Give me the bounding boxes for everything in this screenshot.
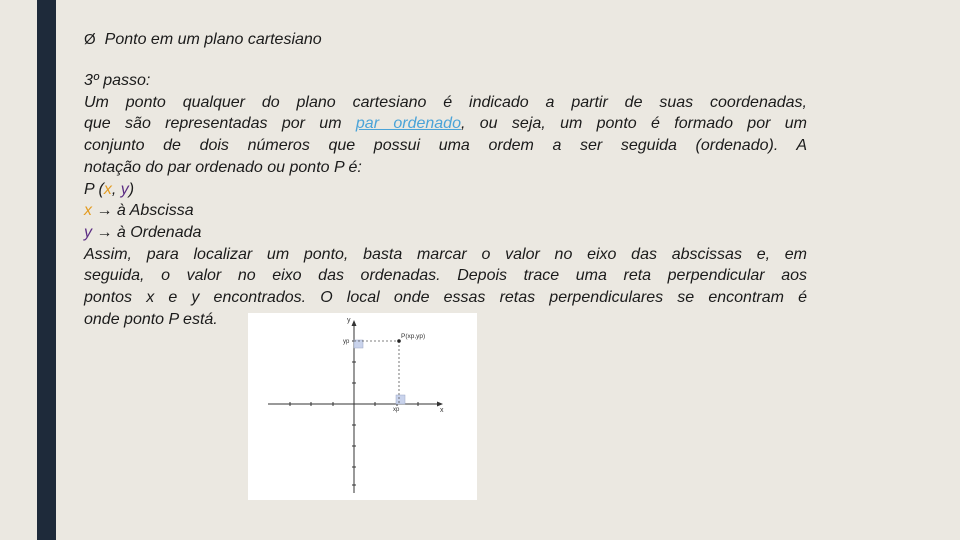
paragraph-1-line-3: conjunto de dois números que possui uma ordem a ser seguida (ordenado). A <box>84 137 807 155</box>
paragraph-2-line-2: seguida, o valor no eixo das ordenadas. Depois trace uma reta perpendicular aos <box>84 267 807 285</box>
slide-heading <box>84 30 322 50</box>
text-fragment: ) <box>128 180 135 198</box>
paragraph-2-line-3: pontos x e y encontrados. O local onde essas retas perpendiculares se encontram é <box>84 289 807 307</box>
ordered-pair-notation <box>84 179 807 201</box>
step-label: 3º passo: <box>84 72 151 89</box>
xp-label: xp <box>393 407 400 413</box>
x-symbol: x <box>84 202 92 220</box>
point-p-label: P(xp,yp) <box>401 333 426 340</box>
x-axis-arrow-icon <box>437 402 443 407</box>
paragraph-1-line-1: Um ponto qualquer do plano cartesiano é indicado a partir de suas coordenadas, <box>84 93 807 111</box>
side-accent-bar <box>37 0 56 540</box>
abscissa-text: → à Abscissa <box>92 202 194 220</box>
abscissa-definition <box>84 200 807 222</box>
pair-x: x <box>103 180 112 198</box>
cartesian-plane-figure <box>248 313 477 500</box>
arrow-bullet-icon: Ø <box>84 31 96 48</box>
y-axis-arrow-icon <box>352 320 357 326</box>
y-axis-label: y <box>347 317 351 324</box>
yp-label: yp <box>343 339 350 345</box>
slide-title: Ponto em um plano cartesiano <box>104 31 322 48</box>
text-fragment: P ( <box>84 180 104 198</box>
ordinate-text: → à Ordenada <box>92 223 202 241</box>
cartesian-plane-diagram <box>248 313 477 500</box>
ordinate-definition <box>84 222 807 244</box>
y-symbol: y <box>84 223 92 241</box>
paragraph-2-line-1: Assim, para localizar um ponto, basta marcar o valor no eixo das abscissas e, em <box>84 245 807 263</box>
par-ordenado-link[interactable]: par ordenado <box>355 115 461 133</box>
pair-y: y <box>120 180 129 198</box>
xp-marker <box>396 395 405 404</box>
text-fragment: , ou seja, um ponto é formado por um <box>460 115 808 133</box>
x-axis-label: x <box>440 407 444 414</box>
body-text <box>84 70 807 330</box>
paragraph-2-line-4: onde ponto P está. <box>84 310 218 328</box>
text-fragment: , <box>111 180 121 198</box>
paragraph-1-line-4: notação do par ordenado ou ponto P é: <box>84 158 362 176</box>
text-fragment: que são representadas por um <box>84 115 342 133</box>
paragraph-1-line-2 <box>84 113 807 135</box>
